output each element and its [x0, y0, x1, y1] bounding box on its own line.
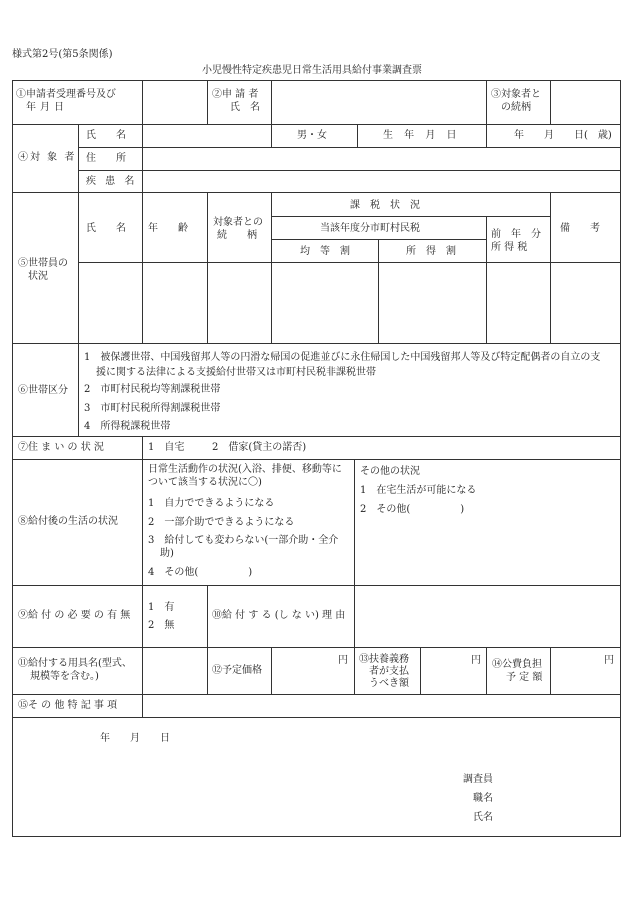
other-option-2: 2 その他( )	[360, 504, 465, 515]
reason-label: ⑩給 付 す る (し な い) 理 由	[212, 610, 346, 621]
relation-label: ③対象者と の続柄	[491, 89, 541, 113]
daily-option-4: 4 その他( )	[148, 567, 253, 578]
applicant-number-label: ①申請者受理番号及び 年月日	[16, 89, 116, 113]
rule	[12, 459, 621, 460]
rule	[12, 192, 621, 193]
category-label: ⑥世帯区分	[18, 385, 68, 396]
birth-date-label: 生 年 月 日	[383, 130, 461, 141]
form-title: 小児慢性特定疾患児日常生活用具給付事業調査票	[202, 65, 422, 76]
rule	[78, 343, 79, 436]
equal-share-label: 均 等 割	[300, 246, 350, 257]
rule	[142, 459, 143, 585]
daily-option-2: 2 一部介助でできるようになる	[148, 517, 295, 528]
municipal-tax-label: 当該年度分市町村民税	[320, 223, 420, 234]
rule	[357, 124, 358, 147]
rule	[486, 80, 487, 124]
subject-label: ④対 象 者	[18, 152, 77, 163]
rule	[207, 647, 208, 694]
support-obligation-label: ⑬扶養義務 者が支払 うべき額	[359, 654, 409, 689]
daily-option-3: 3 給付しても変わらない(一部介助・全介 助)	[148, 535, 339, 559]
rule	[271, 192, 272, 343]
other-notes-label: ⑮そ の 他 特 記 事 項	[18, 700, 118, 711]
other-option-1: 1 在宅生活が可能になる	[360, 485, 477, 496]
rule	[142, 436, 143, 459]
rule	[12, 585, 621, 586]
rule	[142, 192, 143, 343]
public-burden-label: ⑭公費負担 予 定 額	[492, 659, 543, 683]
rule	[354, 459, 355, 585]
rule	[142, 694, 143, 717]
rule	[378, 239, 379, 343]
disease-label: 疾 患 名	[86, 176, 138, 187]
remarks-label: 備 考	[560, 223, 600, 234]
rule	[420, 647, 421, 694]
rule	[142, 124, 143, 192]
rule	[207, 80, 208, 124]
planned-price-yen: 円	[338, 655, 348, 666]
prev-income-tax-label: 前 年 分 所 得 税	[491, 229, 541, 253]
rule	[142, 585, 143, 647]
category-item-2: 2 市町村民税均等割課税世帯	[84, 384, 221, 395]
investigator-label: 調査員	[463, 774, 493, 785]
rule	[271, 80, 272, 124]
income-share-label: 所 得 割	[406, 246, 456, 257]
rule	[12, 694, 621, 695]
category-item-1: 1 被保護世帯、中国残留邦人等の円滑な帰国の促進並びに永住帰国した中国残留邦人等及び特定配偶者の自立の支 援に関する法律による支援給付世帯又は市町村民税非課税世帯	[84, 352, 601, 378]
rule	[12, 647, 621, 648]
daily-option-1: 1 自力でできるようになる	[148, 498, 275, 509]
tax-status-label: 課 税 状 況	[350, 200, 420, 211]
rule	[271, 216, 550, 217]
investigator-name-label: 氏名	[473, 812, 493, 823]
rule	[207, 192, 208, 343]
rule	[78, 124, 79, 343]
housing-label: ⑦住 ま い の 状 況	[18, 442, 104, 453]
life-status-label: ⑧給付後の生活の状況	[18, 516, 118, 527]
rule	[78, 147, 621, 148]
form-number: 様式第2号(第5条関係)	[12, 49, 113, 60]
equipment-name-label: ⑪給付する用具名(型式、 規模等を含む。)	[18, 658, 132, 682]
sex-label: 男・女	[297, 130, 327, 141]
footer-date: 年 月 日	[100, 733, 170, 744]
position-label: 職名	[473, 793, 493, 804]
public-burden-yen: 円	[604, 655, 614, 666]
rule	[78, 170, 621, 171]
rule	[12, 343, 621, 344]
rule	[142, 80, 143, 124]
support-obligation-yen: 円	[471, 655, 481, 666]
address-label: 住 所	[86, 153, 126, 164]
daily-activity-heading: 日常生活動作の状況(入浴、排便、移動等に ついて該当する状況に〇)	[148, 464, 342, 488]
necessity-yes: 1 有	[148, 602, 175, 613]
rule	[78, 262, 621, 263]
rule	[550, 192, 551, 343]
rule	[12, 717, 621, 718]
member-name-label: 氏 名	[86, 223, 126, 234]
rule	[550, 80, 551, 124]
rule	[354, 585, 355, 647]
birth-date-format: 年 月 日( 歳)	[514, 130, 612, 141]
member-relation-label: 対象者との 続 柄	[213, 217, 263, 241]
rule	[12, 124, 621, 125]
rule	[271, 647, 272, 694]
planned-price-label: ⑫予定価格	[212, 665, 262, 676]
subject-name-label: 氏 名	[86, 130, 126, 141]
rule	[486, 647, 487, 694]
category-item-3: 3 市町村民税所得割課税世帯	[84, 403, 221, 414]
housing-own: 1 自宅	[148, 442, 185, 453]
rule	[486, 216, 487, 343]
rule	[142, 647, 143, 694]
rule	[550, 647, 551, 694]
category-item-4: 4 所得税課税世帯	[84, 421, 171, 432]
rule	[207, 585, 208, 647]
housing-rent: 2 借家(貸主の諾否)	[212, 442, 307, 453]
other-status-heading: その他の状況	[360, 466, 420, 477]
necessity-label: ⑨給 付 の 必 要 の 有 無	[18, 610, 131, 621]
rule	[354, 647, 355, 694]
rule	[486, 124, 487, 147]
rule	[271, 124, 272, 147]
household-label: ⑤世帯員の 状況	[18, 258, 68, 282]
rule	[12, 436, 621, 437]
necessity-no: 2 無	[148, 620, 175, 631]
member-age-label: 年 齢	[148, 223, 188, 234]
applicant-name-label: ②申 請 者 氏 名	[212, 89, 260, 113]
